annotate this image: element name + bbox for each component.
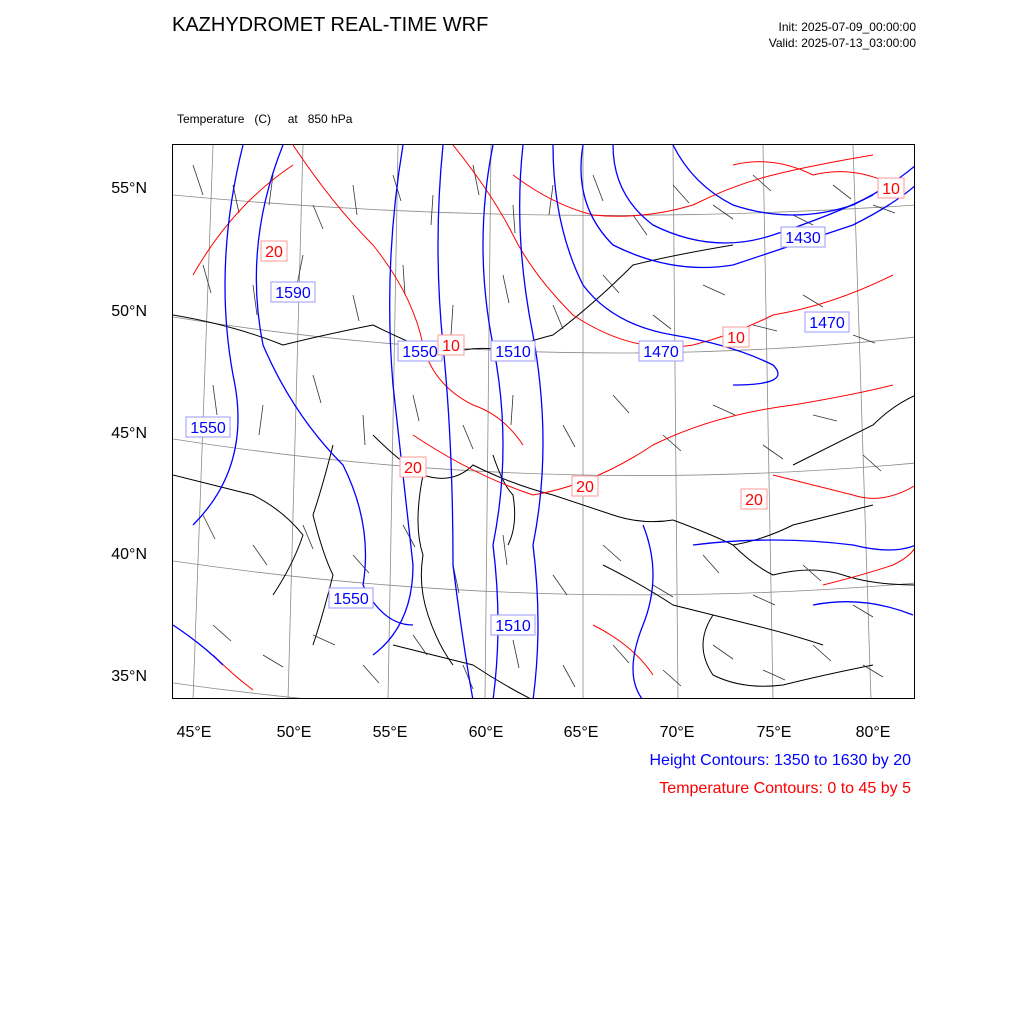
init-time: Init: 2025-07-09_00:00:00 [778,20,916,34]
temperature-label: 20 [404,460,422,477]
height-label: 1510 [495,618,531,635]
lon-label: 80°E [855,724,891,741]
height-label: 1470 [809,315,845,332]
lat-label: 45°N [111,425,147,442]
lat-label: 35°N [111,668,147,685]
map-panel [172,144,915,699]
lat-label: 55°N [111,180,147,197]
height-legend: Height Contours: 1350 to 1630 by 20 [649,752,911,769]
lon-label: 70°E [659,724,695,741]
lon-label: 65°E [563,724,599,741]
field-temperature: Temperature (C) at 850 hPa [177,112,353,126]
temperature-label: 10 [882,181,900,198]
lon-label: 45°E [176,724,212,741]
valid-time: Valid: 2025-07-13_03:00:00 [768,36,916,50]
lat-label: 50°N [111,303,147,320]
temperature-label: 10 [727,330,745,347]
temperature-legend: Temperature Contours: 0 to 45 by 5 [659,780,911,797]
temperature-label: 20 [576,479,594,496]
height-label: 1430 [785,230,821,247]
lon-label: 75°E [756,724,792,741]
lon-label: 50°E [276,724,312,741]
height-label: 1550 [190,420,226,437]
temperature-label: 20 [745,492,763,509]
map-svg [173,145,915,699]
height-label: 1550 [402,344,438,361]
height-label: 1510 [495,344,531,361]
lon-label: 55°E [372,724,408,741]
temperature-label: 10 [442,338,460,355]
height-label: 1590 [275,285,311,302]
temperature-label: 20 [265,244,283,261]
coastlines [173,245,915,699]
height-label: 1550 [333,591,369,608]
lon-label: 60°E [468,724,504,741]
run-times [769,19,916,51]
height-label: 1470 [643,344,679,361]
chart-title: KAZHYDROMET REAL-TIME WRF [172,14,489,36]
lat-label: 40°N [111,546,147,563]
